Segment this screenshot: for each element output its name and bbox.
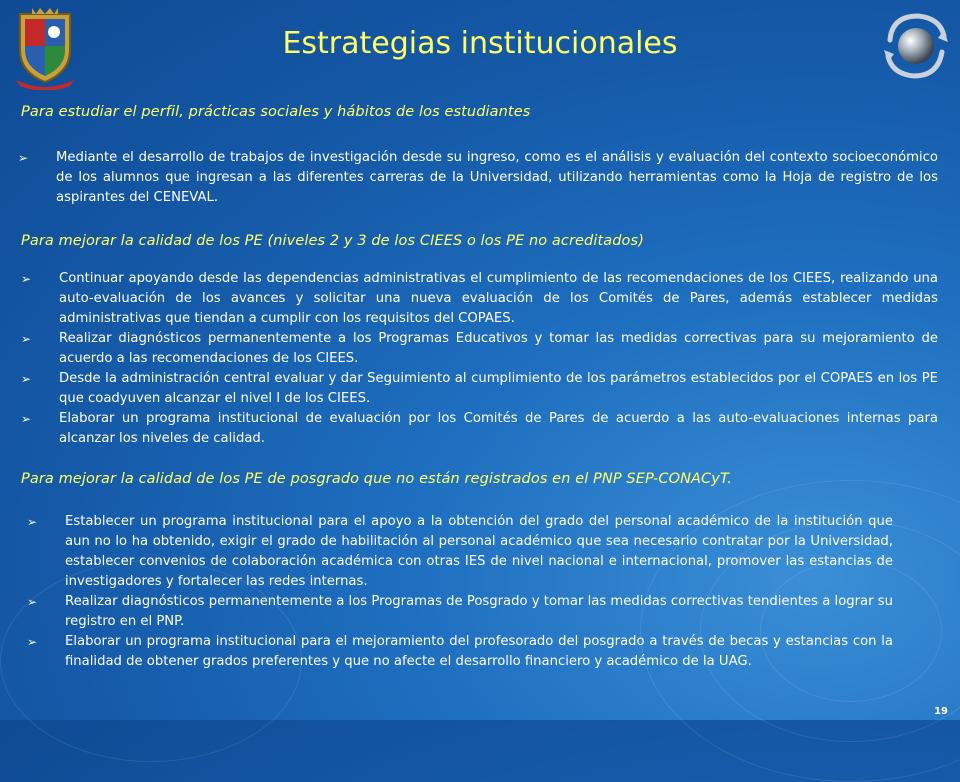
bullet-list [21, 269, 938, 449]
list-item [27, 592, 893, 632]
arrow-bullet-icon: ➢ [27, 515, 38, 529]
list-item-text: Mediante el desarrollo de trabajos de investigación desde su ingreso, como es el análisis y evaluación del contexto socioeconómico de los alumnos que ingresan a las diferentes carreras de la Universidad, utilizando herramientas como la Hoja de registro de los aspirantes del CENEVAL. [56, 150, 938, 205]
arrow-bullet-icon: ➢ [21, 272, 32, 286]
list-item-text: Elaborar un programa institucional de evaluación por los Comités de Pares de acuerdo a las auto-evaluaciones internas para alcanzar los niveles de calidad. [59, 411, 938, 446]
list-item-text: Realizar diagnósticos permanentemente a los Programas de Posgrado y tomar las medidas correctivas tendientes a lograr su registro en el PNP. [65, 594, 893, 629]
bullet-list [18, 148, 938, 208]
bullet-list [27, 512, 893, 672]
list-item [27, 512, 893, 592]
arrow-bullet-icon: ➢ [27, 635, 38, 649]
list-item-text: Desde la administración central evaluar y dar Seguimiento al cumplimiento de los parámetros establecidos por el COPAES en los PE que coadyuven alcanzar el nivel I de los CIEES. [59, 371, 938, 406]
list-item [21, 329, 938, 369]
slide-title: Estrategias institucionales [282, 26, 678, 61]
list-item-text: Continuar apoyando desde las dependencias administrativas el cumplimiento de las recomendaciones de los CIEES, realizando una auto-evaluación de los avances y solicitar una nueva evaluación de los Comités de Pares, además establecer medidas administrativas que tiendan a cumplir con los requisitos del COPAES. [59, 271, 938, 326]
list-item [18, 148, 938, 208]
page-number: 19 [934, 706, 948, 717]
list-item [21, 409, 938, 449]
list-item [27, 632, 893, 672]
list-item-text: Realizar diagnósticos permanentemente a los Programas Educativos y tomar las medidas correctivas para su mejoramiento de acuerdo a las recomendaciones de los CIEES. [59, 331, 938, 366]
section-heading: Para estudiar el perfil, prácticas sociales y hábitos de los estudiantes [21, 104, 531, 120]
arrow-bullet-icon: ➢ [18, 151, 29, 165]
section-heading: Para mejorar la calidad de los PE de posgrado que no están registrados en el PNP SEP-CONACyT. [21, 471, 732, 487]
globe-icon [880, 10, 952, 82]
arrow-bullet-icon: ➢ [27, 595, 38, 609]
list-item [21, 269, 938, 329]
arrow-bullet-icon: ➢ [21, 412, 32, 426]
list-item-text: Elaborar un programa institucional para el mejoramiento del profesorado del posgrado a través de becas y estancias con la finalidad de obtener grados preferentes y que no afecte el desarrollo financiero y académico de la UAG. [65, 634, 893, 669]
section-heading: Para mejorar la calidad de los PE (niveles 2 y 3 de los CIEES o los PE no acreditados) [21, 233, 644, 249]
arrow-bullet-icon: ➢ [21, 372, 32, 386]
list-item-text: Establecer un programa institucional para el apoyo a la obtención del grado del personal académico de la institución que aun no lo ha obtenido, exigir el grado de habilitación al personal académico que sea necesario contratar por la Universidad, establecer convenios de colaboración académica con otras IES de nivel nacional e internacional, promover las estancias de investigadores y fortalecer las redes internas. [65, 514, 893, 589]
list-item [21, 369, 938, 409]
arrow-bullet-icon: ➢ [21, 332, 32, 346]
